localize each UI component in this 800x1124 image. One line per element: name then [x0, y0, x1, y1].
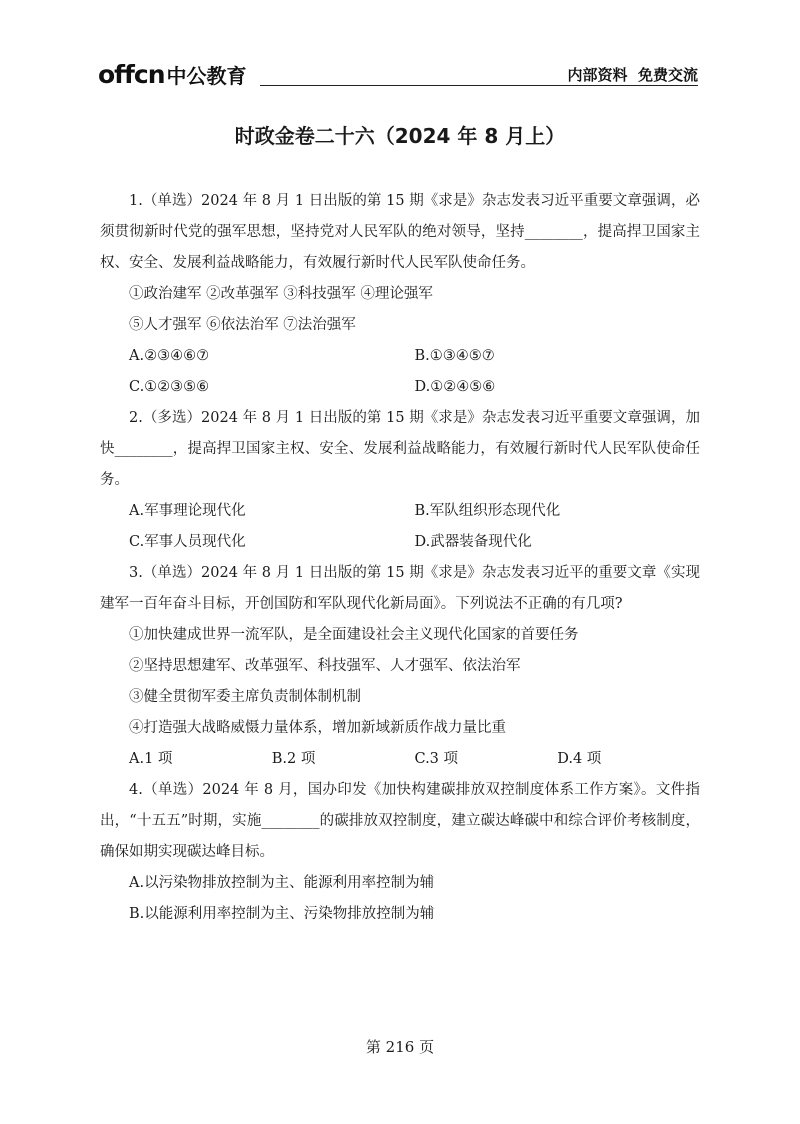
question-2-options — [100, 527, 700, 558]
header-rule — [260, 85, 698, 86]
question-3-options — [100, 744, 700, 775]
option-c: C.①②③⑤⑥ — [129, 379, 210, 395]
option-b: B.以能源利用率控制为主、污染物排放控制为辅 — [129, 906, 435, 922]
page-number: 第 216 页 — [365, 1038, 435, 1056]
option-b: B.军队组织形态现代化 — [414, 503, 561, 519]
question-2-stem: 2.（多选）2024 年 8 月 1 日出版的第 15 期《求是》杂志发表习近平重要文章强调，加快________，提高捍卫国家主权、安全、发展利益战略能力，有效履行新时代人民军队使命任务。 — [100, 410, 700, 488]
option-c: C.3 项 — [414, 751, 459, 767]
option-c: C.军事人员现代化 — [129, 534, 246, 550]
question-1-item: ①政治建军 ②改革强军 ③科技强军 ④理论强军 — [129, 286, 433, 302]
question-1-item: ⑤人才强军 ⑥依法治军 ⑦法治强军 — [129, 317, 356, 333]
question-3-item: ③健全贯彻军委主席负责制体制机制 — [129, 689, 361, 705]
option-a: A.②③④⑥⑦ — [129, 348, 210, 364]
question-3-item: ②坚持思想建军、改革强军、科技强军、人才强军、依法治军 — [129, 658, 521, 674]
option-d: D.武器装备现代化 — [414, 534, 532, 550]
logo-cn-text: 中公教育 — [166, 64, 247, 88]
question-3-item: ①加快建成世界一流军队，是全面建设社会主义现代化国家的首要任务 — [129, 627, 579, 643]
question-1-options — [100, 372, 700, 403]
page-title: 时政金卷二十六（2024 年 8 月上） — [234, 124, 566, 148]
question-list — [100, 186, 700, 930]
option-d: D.4 项 — [557, 751, 602, 767]
offcn-logo — [98, 60, 247, 88]
question-1-stem: 1.（单选）2024 年 8 月 1 日出版的第 15 期《求是》杂志发表习近平重要文章强调，必须贯彻新时代党的强军思想，坚持党对人民军队的绝对领导，坚持________，提高捍卫国家主权、安全、发展利益战略能力，有效履行新时代人民军队使命任务。 — [100, 193, 700, 271]
option-b: B.2 项 — [271, 751, 316, 767]
option-a: A.以污染物排放控制为主、能源利用率控制为辅 — [129, 875, 435, 891]
option-a: A.1 项 — [129, 751, 173, 767]
logo-en-text: offcn — [98, 60, 165, 89]
question-3-stem: 3.（单选）2024 年 8 月 1 日出版的第 15 期《求是》杂志发表习近平的重要文章《实现建军一百年奋斗目标，开创国防和军队现代化新局面》。下列说法不正确的有几项? — [100, 565, 700, 612]
page-header — [98, 60, 698, 88]
option-b: B.①③④⑤⑦ — [414, 348, 495, 364]
header-right-text: 内部资料 免费交流 — [567, 66, 698, 84]
question-4-stem: 4.（单选）2024 年 8 月，国办印发《加快构建碳排放双控制度体系工作方案》。文件指出，“十五五”时期，实施________的碳排放双控制度，建立碳达峰碳中和综合评价考核制度，确保如期实现碳达峰目标。 — [100, 782, 700, 860]
question-2-options — [100, 496, 700, 527]
option-a: A.军事理论现代化 — [129, 503, 246, 519]
question-1-options — [100, 341, 700, 372]
question-3-item: ④打造强大战略威慑力量体系，增加新域新质作战力量比重 — [129, 720, 506, 736]
option-d: D.①②④⑤⑥ — [414, 379, 496, 395]
